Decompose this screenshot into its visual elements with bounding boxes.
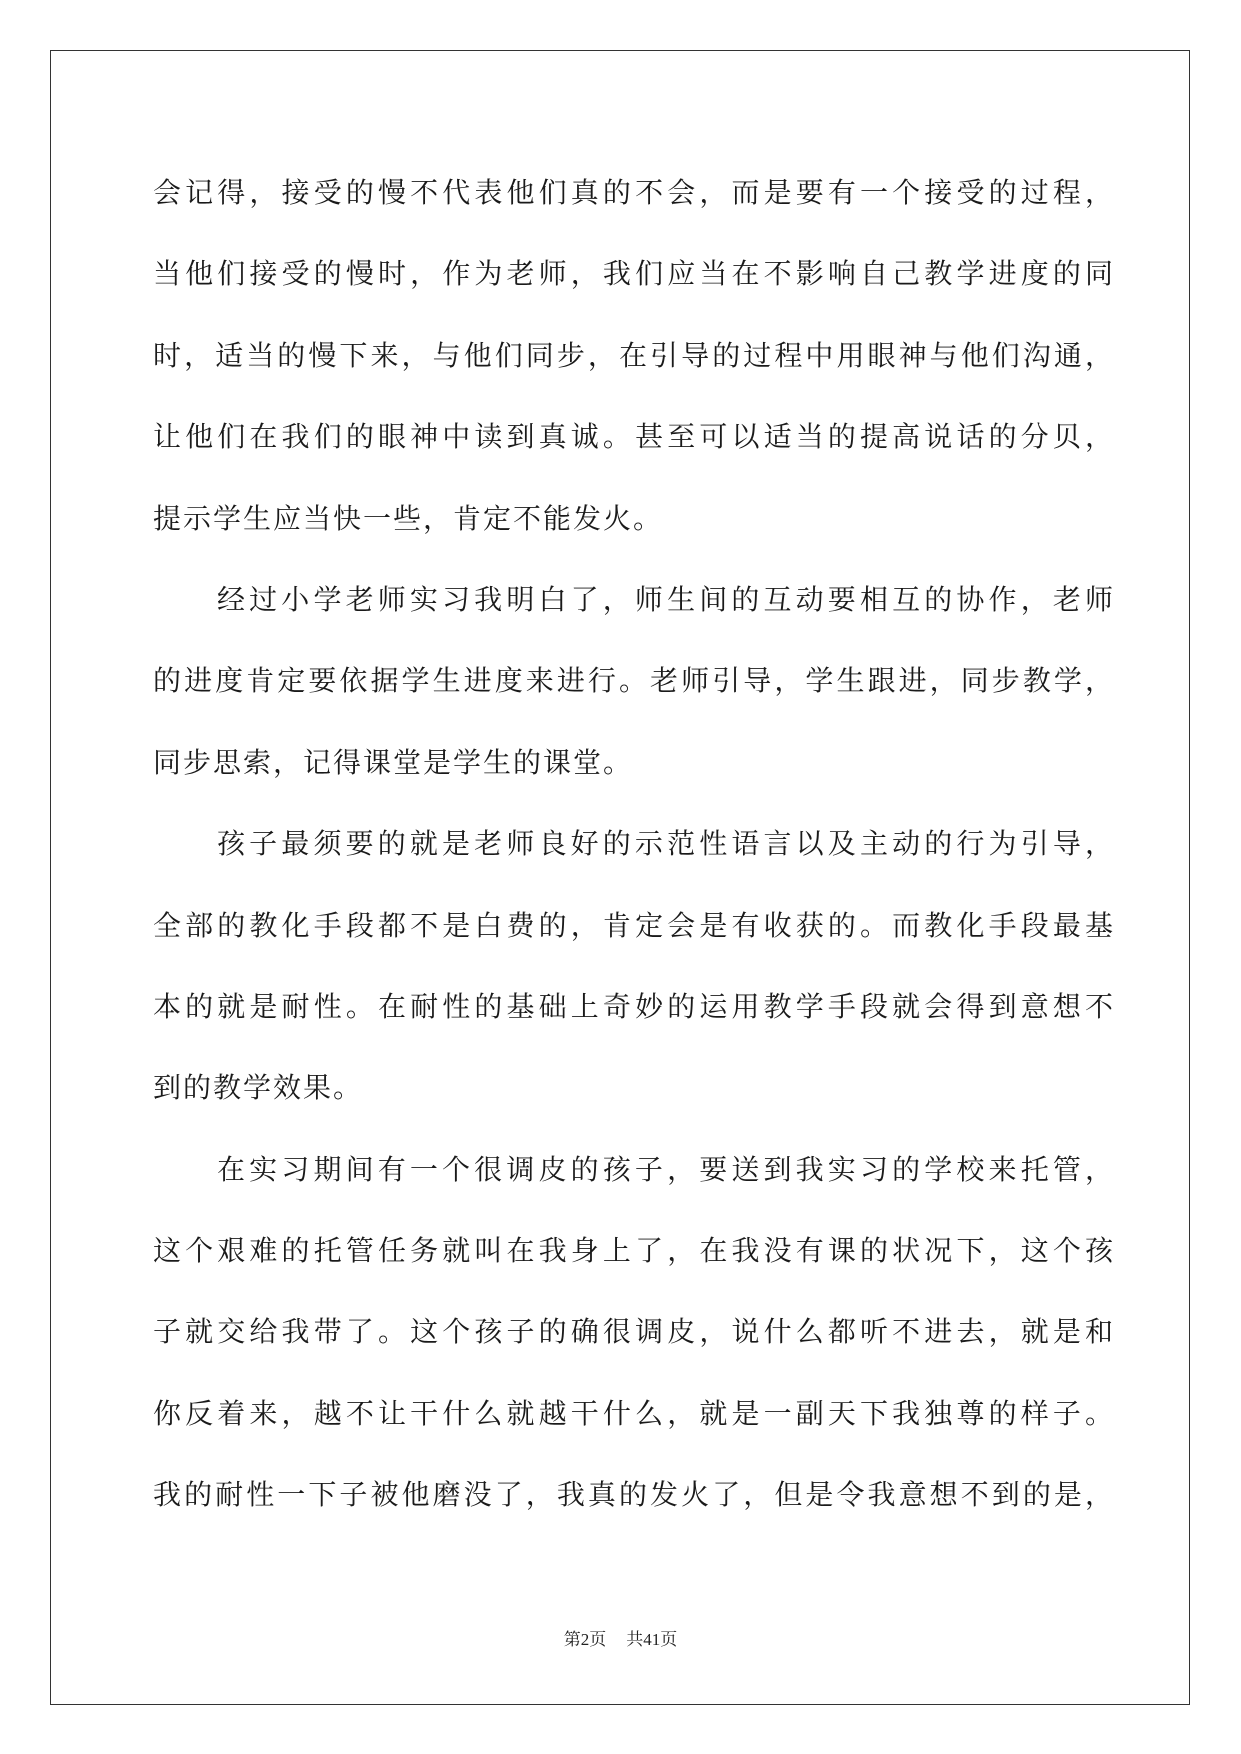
text-line: 时，适当的慢下来，与他们同步，在引导的过程中用眼神与他们沟通， <box>153 338 1115 372</box>
text-line: 子就交给我带了。这个孩子的确很调皮，说什么都听不进去，就是和 <box>153 1315 1115 1349</box>
total-pages-label: 共41页 <box>626 1630 678 1649</box>
text-line: 本的就是耐性。在耐性的基础上奇妙的运用教学手段就会得到意想不 <box>153 989 1115 1023</box>
text-line: 我的耐性一下子被他磨没了，我真的发火了，但是令我意想不到的是， <box>153 1478 1115 1512</box>
body-text <box>153 152 1115 1536</box>
paragraph-2 <box>153 559 1115 803</box>
text-line: 到的教学效果。 <box>153 1071 364 1105</box>
paragraph-3 <box>153 803 1115 1129</box>
text-line: 这个艰难的托管任务就叫在我身上了，在我没有课的状况下，这个孩 <box>153 1234 1115 1268</box>
text-line: 的进度肯定要依据学生进度来进行。老师引导，学生跟进，同步教学， <box>153 664 1115 698</box>
text-line: 孩子最须要的就是老师良好的示范性语言以及主动的行为引导， <box>217 827 1115 861</box>
text-line: 同步思索，记得课堂是学生的课堂。 <box>153 745 634 779</box>
page-footer <box>0 1626 1241 1654</box>
text-line: 当他们接受的慢时，作为老师，我们应当在不影响自己教学进度的同 <box>153 257 1115 291</box>
text-line: 在实习期间有一个很调皮的孩子，要送到我实习的学校来托管， <box>217 1152 1115 1186</box>
text-line: 让他们在我们的眼神中读到真诚。甚至可以适当的提高说话的分贝， <box>153 420 1115 454</box>
text-line: 经过小学老师实习我明白了，师生间的互动要相互的协作，老师 <box>217 582 1115 616</box>
text-line: 会记得，接受的慢不代表他们真的不会，而是要有一个接受的过程， <box>153 176 1115 209</box>
paragraph-1 <box>153 152 1115 559</box>
paragraph-4 <box>153 1129 1115 1536</box>
text-line: 你反着来，越不让干什么就越干什么，就是一副天下我独尊的样子。 <box>153 1396 1115 1430</box>
text-line: 全部的教化手段都不是白费的，肯定会是有收获的。而教化手段最基 <box>153 908 1115 942</box>
current-page-label: 第2页 <box>563 1630 607 1649</box>
text-line: 提示学生应当快一些，肯定不能发火。 <box>153 501 664 535</box>
